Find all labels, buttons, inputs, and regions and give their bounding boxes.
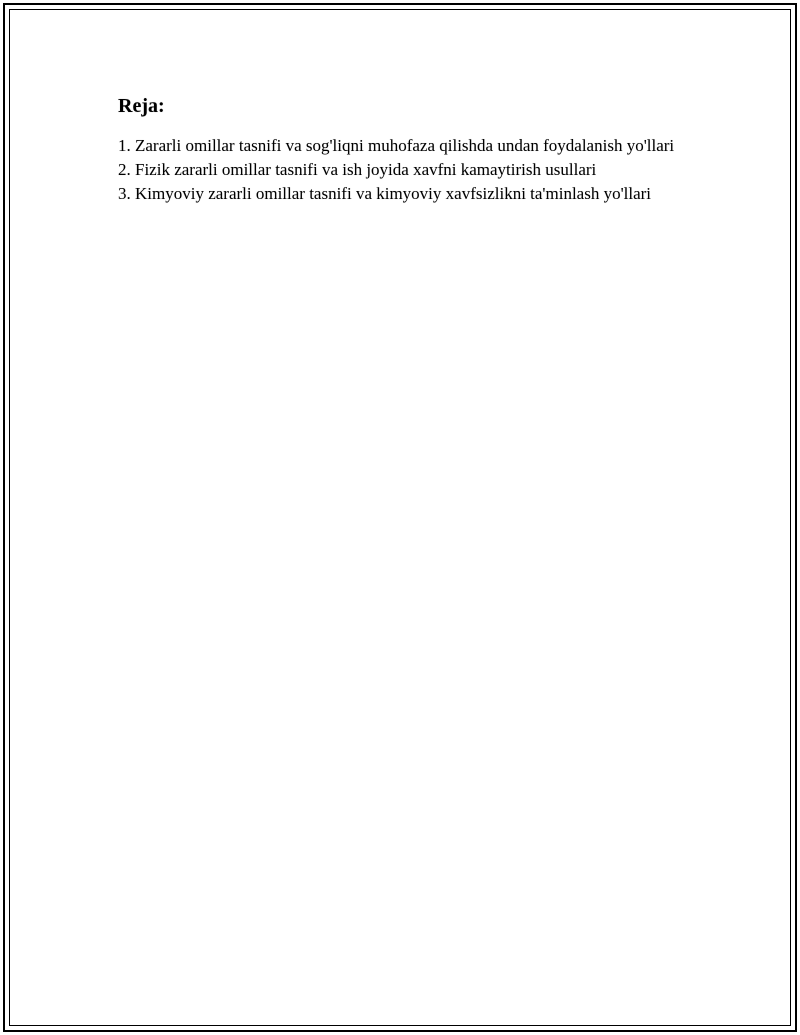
plan-item-2: 2. Fizik zararli omillar tasnifi va ish joyida xavfni kamaytirish usullari <box>118 160 597 179</box>
plan-heading: Reja: <box>118 95 165 117</box>
plan-item-3: 3. Kimyoviy zararli omillar tasnifi va kimyoviy xavfsizlikni ta'minlash yo'llari <box>118 184 652 203</box>
plan-item-1: 1. Zararli omillar tasnifi va sog'liqni muhofaza qilishda undan foydalanish yo'llari <box>118 136 675 155</box>
plan-list <box>118 134 678 206</box>
document-body <box>118 92 678 206</box>
